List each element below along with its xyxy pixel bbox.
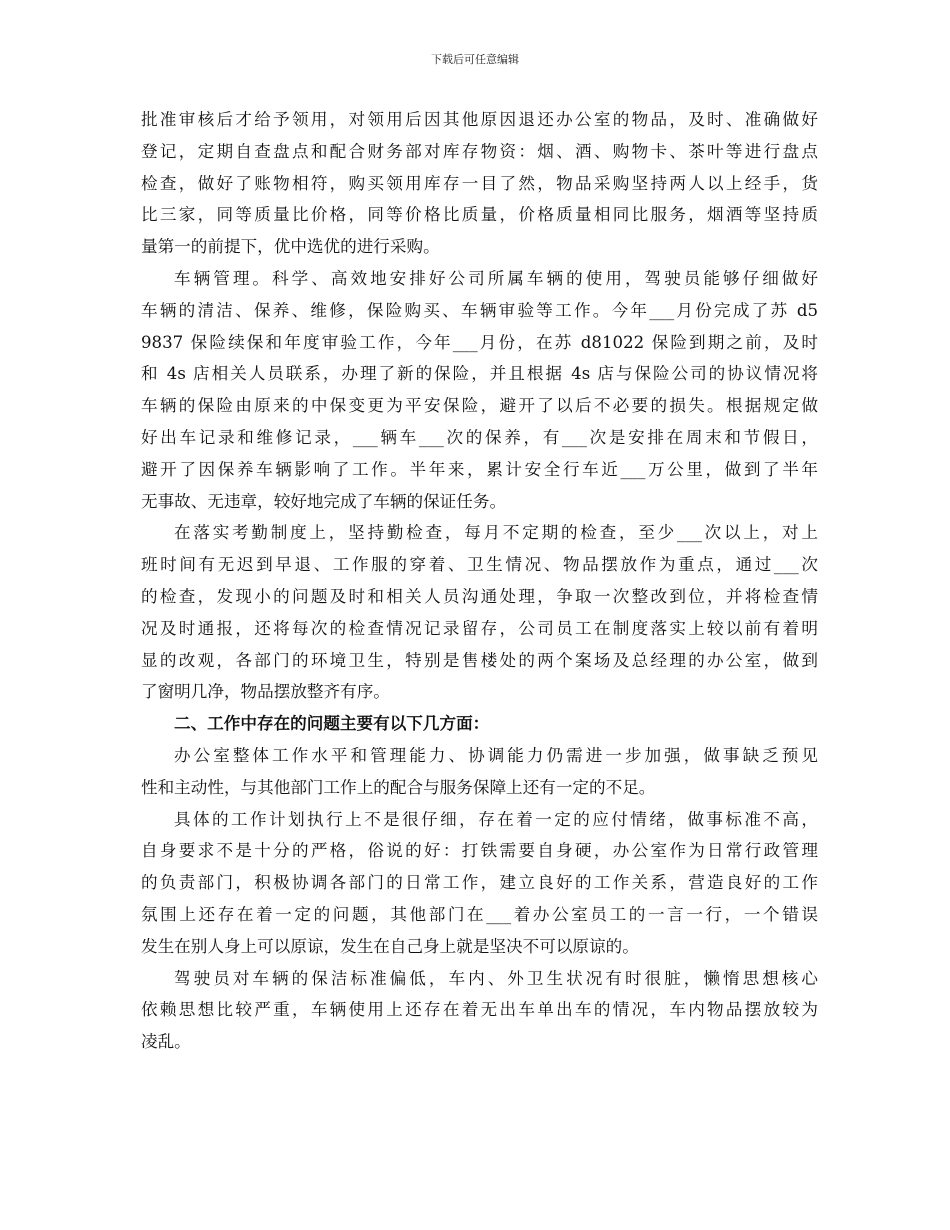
text-line: 驾驶员对车辆的保洁标准偏低，车内、外卫生状况有时很脏，懒惰思想核心 (174, 968, 818, 988)
text-line: 车辆的清洁、保养、维修，保险购买、车辆审验等工作。今年___月份完成了苏 d5 (141, 300, 818, 320)
text-line: 好出车记录和维修记录，___辆车___次的保养，有___次是安排在周末和节假日， (141, 427, 818, 447)
text-line: 发生在别人身上可以原谅，发生在自己身上就是坚决不可以原谅的。 (141, 936, 639, 956)
document-body (141, 104, 818, 1058)
section-heading: 二、工作中存在的问题主要有以下几方面： (174, 713, 490, 734)
text-line: 况及时通报，还将每次的检查情况记录留存，公司员工在制度落实上较以前有着明 (141, 618, 818, 638)
text-line: 具体的工作计划执行上不是很仔细，存在着一定的应付情绪，做事标准不高， (174, 809, 818, 829)
text-line: 车辆管理。科学、高效地安排好公司所属车辆的使用，驾驶员能够仔细做好 (174, 268, 818, 288)
text-line: 性和主动性，与其他部门工作上的配合与服务保障上还有一定的不足。 (141, 777, 656, 797)
text-line: 显的改观，各部门的环境卫生，特别是售楼处的两个案场及总经理的办公室，做到 (141, 650, 818, 670)
text-line: 了窗明几净，物品摆放整齐有序。 (141, 682, 390, 702)
text-line: 凌乱。 (141, 1032, 191, 1052)
text-line: 氛围上还存在着一定的问题，其他部门在___着办公室员工的一言一行，一个错误 (141, 904, 818, 924)
text-line: 登记，定期自查盘点和配合财务部对库存物资：烟、酒、购物卡、茶叶等进行盘点 (141, 141, 818, 161)
text-line: 班时间有无迟到早退、工作服的穿着、卫生情况、物品摆放作为重点，通过___次 (141, 555, 818, 575)
text-line: 批准审核后才给予领用，对领用后因其他原因退还办公室的物品，及时、准确做好 (141, 110, 818, 129)
text-line: 和 4s 店相关人员联系，办理了新的保险，并且根据 4s 店与保险公司的协议情况将 (141, 364, 818, 384)
text-line: 在落实考勤制度上，坚持勤检查，每月不定期的检查，至少___次以上，对上 (174, 523, 818, 543)
text-line: 9837 保险续保和年度审验工作，今年___月份，在苏 d81022 保险到期之前，及时 (141, 332, 818, 352)
text-line: 依赖思想比较严重，车辆使用上还存在着无出车单出车的情况，车内物品摆放较为 (141, 1000, 818, 1020)
text-line: 量第一的前提下，优中选优的进行采购。 (141, 237, 440, 257)
text-line: 的检查，发现小的问题及时和相关人员沟通处理，争取一次整改到位，并将检查情 (141, 586, 818, 606)
text-line: 办公室整体工作水平和管理能力、协调能力仍需进一步加强，做事缺乏预见 (174, 745, 818, 765)
page-header: 下载后可任意编辑 (431, 53, 519, 66)
text-line: 车辆的保险由原来的中保变更为平安保险，避开了以后不必要的损失。根据规定做 (141, 396, 818, 416)
text-line: 的负责部门，积极协调各部门的日常工作，建立良好的工作关系，营造良好的工作 (141, 873, 818, 893)
text-line: 比三家，同等质量比价格，同等价格比质量，价格质量相同比服务，烟酒等坚持质 (141, 205, 818, 225)
text-line: 自身要求不是十分的严格，俗说的好：打铁需要自身硬，办公室作为日常行政管理 (141, 841, 818, 861)
text-line: 检查，做好了账物相符，购买领用库存一目了然，物品采购坚持两人以上经手，货 (141, 173, 818, 193)
text-line: 避开了因保养车辆影响了工作。半年来，累计安全行车近___万公里，做到了半年 (141, 459, 818, 479)
text-line: 无事故、无违章，较好地完成了车辆的保证任务。 (141, 491, 507, 511)
